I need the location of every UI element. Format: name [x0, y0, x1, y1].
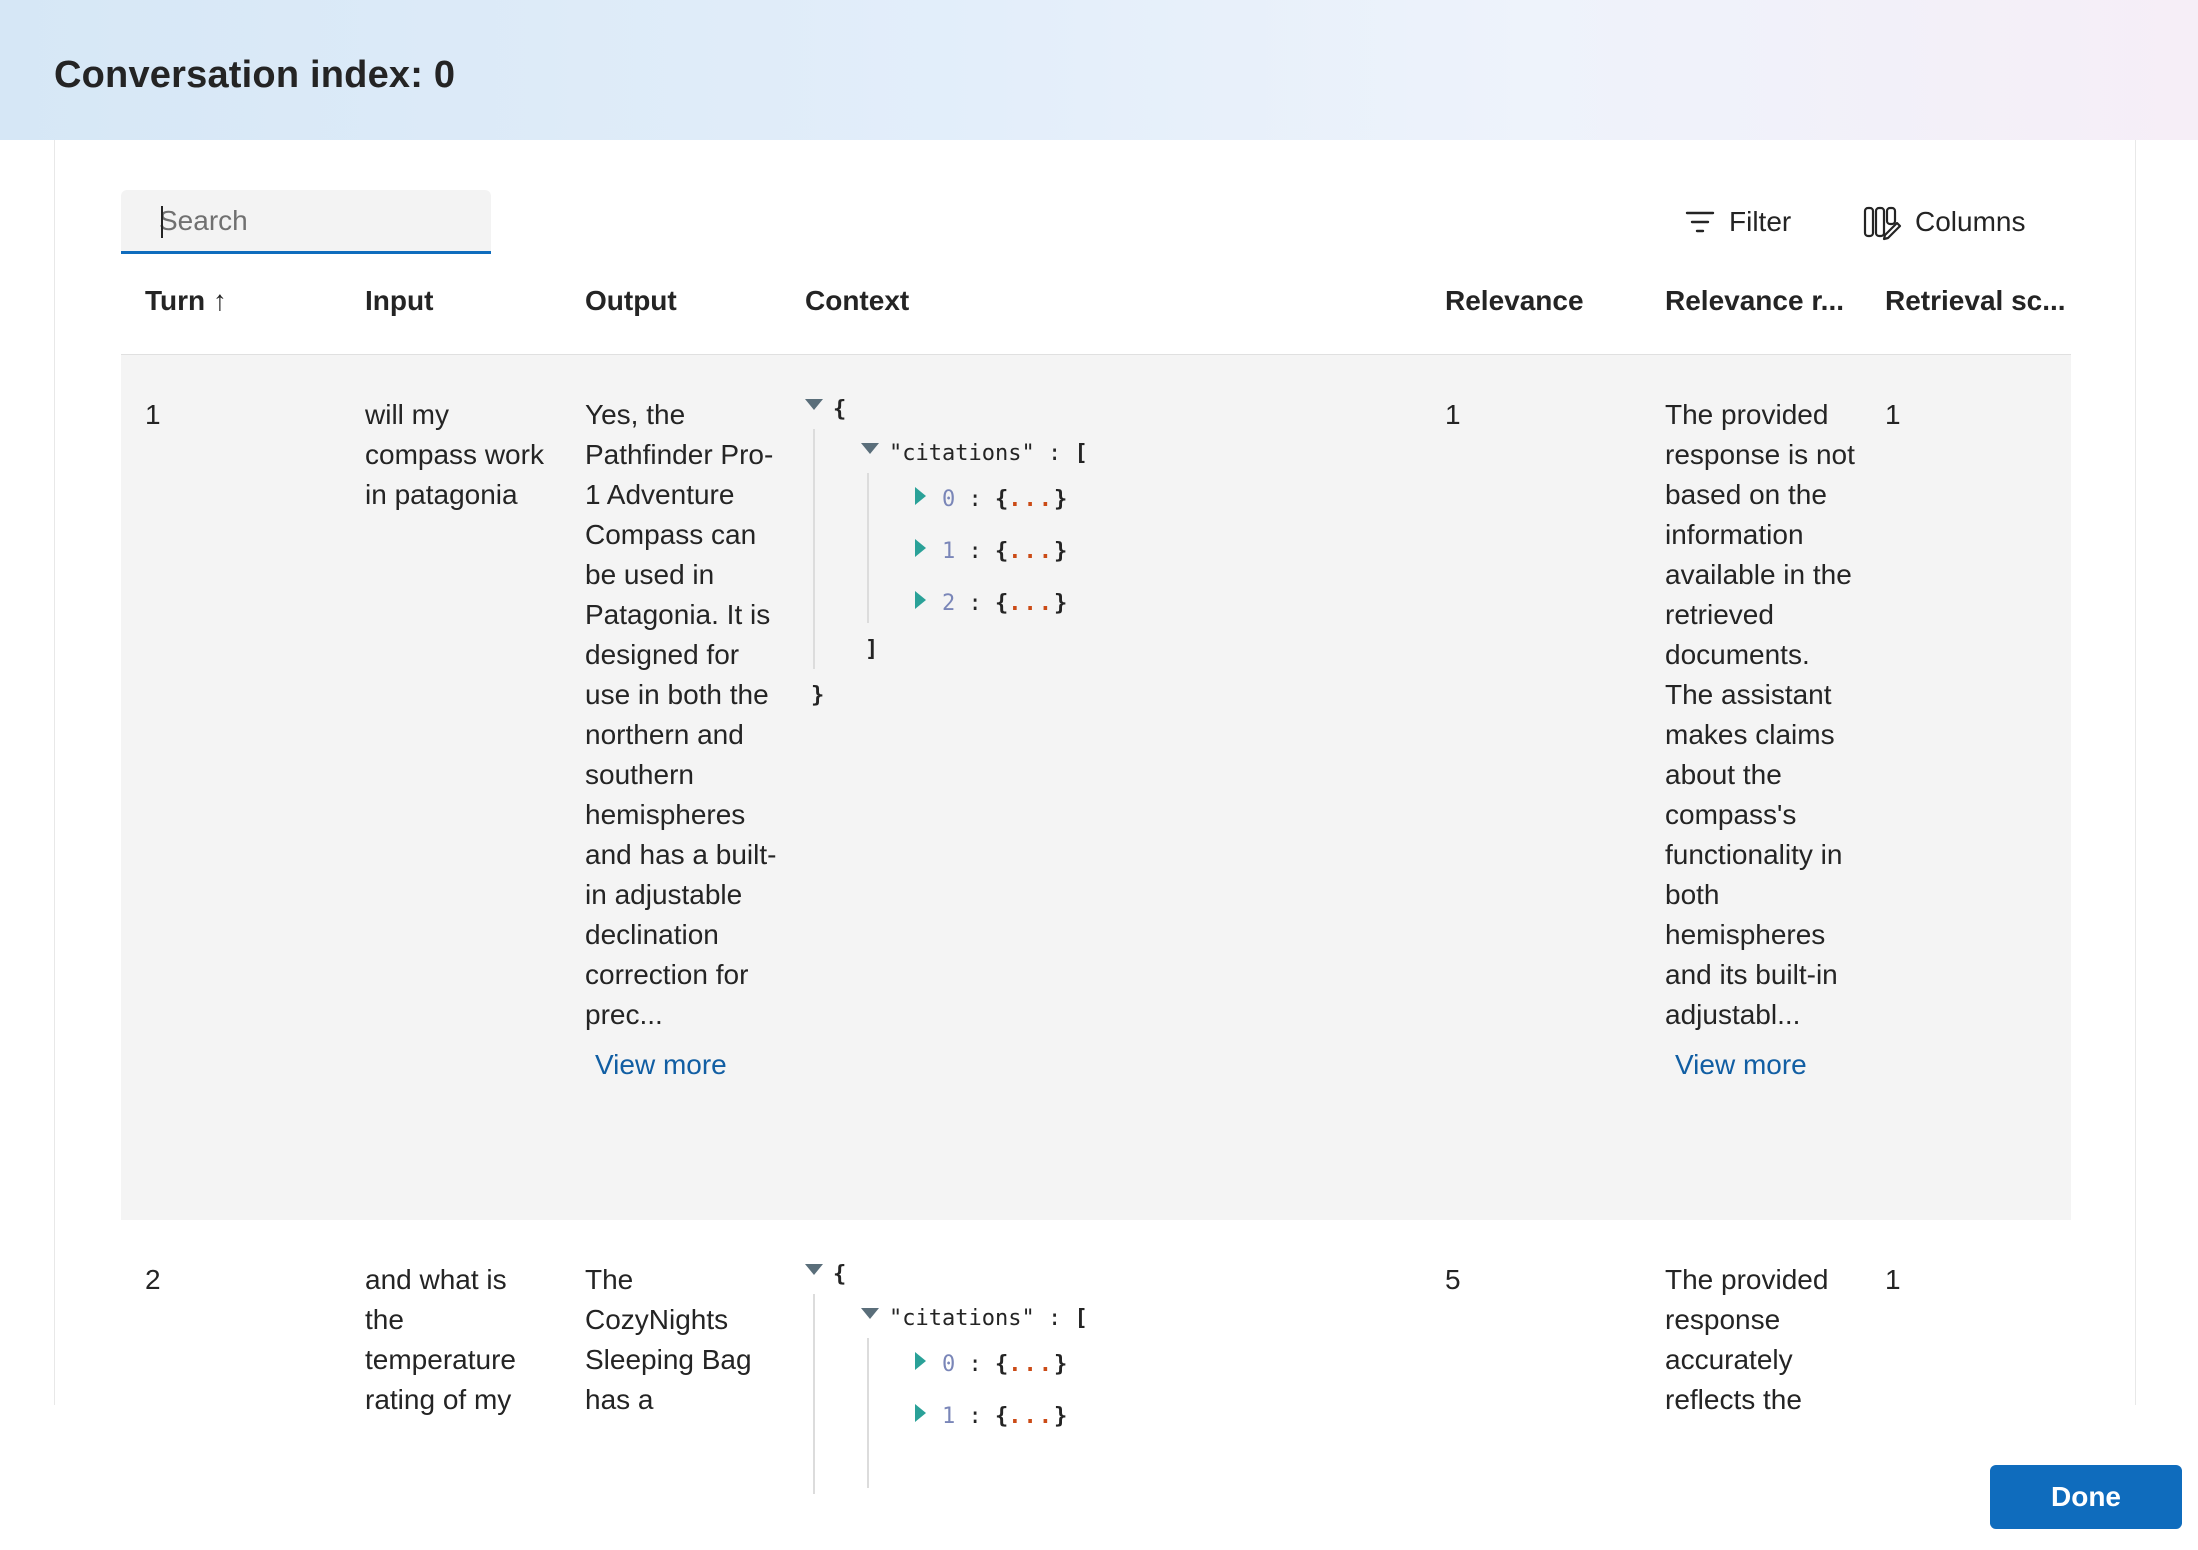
cell-turn: 2 — [145, 1264, 161, 1295]
json-root-line[interactable]: { — [805, 395, 846, 425]
table-row[interactable] — [121, 355, 2071, 1220]
json-item-line[interactable]: 1 : {...} — [915, 537, 1067, 567]
done-button[interactable]: Done — [1990, 1465, 2182, 1529]
json-item-line[interactable]: 0 : {...} — [915, 1350, 1067, 1380]
json-guide-line — [813, 429, 815, 669]
conversation-table-card — [54, 140, 2136, 1429]
json-close-brace: } — [811, 683, 825, 708]
collapse-toggle-icon[interactable] — [805, 399, 823, 410]
columns-icon — [1863, 205, 1901, 239]
column-header-output[interactable]: Output — [585, 285, 677, 316]
cell-relevance: 1 — [1445, 399, 1461, 430]
json-citations-line[interactable]: "citations" : [ — [861, 439, 1088, 469]
column-header-relevance[interactable]: Relevance — [1445, 285, 1584, 316]
search-box[interactable] — [121, 190, 491, 254]
json-item-line[interactable]: 1 : {...} — [915, 1402, 1067, 1432]
relevance-reason-view-more-link[interactable]: View more — [1675, 1049, 1807, 1080]
expand-toggle-icon[interactable] — [915, 1352, 926, 1370]
dialog-title: Conversation index: 0 — [54, 54, 456, 96]
cell-retrieval-score: 1 — [1885, 399, 1901, 430]
column-header-retrieval-score[interactable]: Retrieval sc... — [1885, 285, 2066, 316]
cell-output — [585, 395, 781, 1085]
cell-output: The CozyNights Sleeping Bag has a — [585, 1264, 752, 1415]
json-guide-line — [867, 473, 869, 623]
expand-toggle-icon[interactable] — [915, 1404, 926, 1422]
cell-retrieval-score: 1 — [1885, 1264, 1901, 1295]
table-row[interactable] — [121, 1220, 2071, 1520]
cell-relevance-reason — [1665, 395, 1865, 1085]
json-item-line[interactable]: 0 : {...} — [915, 485, 1067, 515]
column-header-context[interactable]: Context — [805, 285, 910, 316]
columns-label: Columns — [1915, 206, 2026, 237]
cell-input: will my compass work in patagonia — [365, 399, 544, 510]
expand-toggle-icon[interactable] — [915, 539, 926, 557]
filter-label: Filter — [1729, 206, 1792, 237]
cell-turn: 1 — [145, 399, 161, 430]
json-close-bracket: ] — [865, 637, 879, 662]
json-guide-line — [813, 1294, 815, 1494]
cell-relevance-reason-text: The provided response is not based on the information available in the retrieved documents. The assistant makes claims about the compass's functionality in both hemispheres and its built-in adjustabl... — [1665, 399, 1855, 1030]
dialog-header — [0, 0, 2198, 140]
cell-relevance-reason: The provided response accurately reflects the — [1665, 1264, 1829, 1415]
column-header-input[interactable]: Input — [365, 285, 434, 316]
filter-icon — [1685, 209, 1715, 235]
expand-toggle-icon[interactable] — [915, 591, 926, 609]
output-view-more-link[interactable]: View more — [595, 1049, 727, 1080]
json-citations-line[interactable]: "citations" : [ — [861, 1304, 1088, 1334]
collapse-toggle-icon[interactable] — [861, 1308, 879, 1319]
cell-output-text: Yes, the Pathfinder Pro-1 Adventure Compass can be used in Patagonia. It is designed for use in both the northern and southern hemispheres and has a built-in adjustable declination correction for prec... — [585, 399, 777, 1030]
cell-input: and what is the temperature rating of my — [365, 1264, 516, 1415]
json-root-line[interactable]: { — [805, 1260, 846, 1290]
column-header-relevance-reason[interactable]: Relevance r... — [1665, 285, 1845, 316]
json-guide-line — [867, 1338, 869, 1488]
filter-button[interactable] — [1685, 196, 1791, 248]
cell-context-json — [805, 1260, 1405, 1460]
expand-toggle-icon[interactable] — [915, 487, 926, 505]
search-input[interactable] — [121, 190, 491, 251]
columns-button[interactable] — [1863, 196, 2025, 248]
column-header-turn[interactable]: Turn ↑ — [145, 285, 227, 316]
collapse-toggle-icon[interactable] — [805, 1264, 823, 1275]
json-item-line[interactable]: 2 : {...} — [915, 589, 1067, 619]
text-caret — [161, 206, 163, 238]
collapse-toggle-icon[interactable] — [861, 443, 879, 454]
cell-relevance: 5 — [1445, 1264, 1461, 1295]
cell-context-json — [805, 395, 1405, 735]
